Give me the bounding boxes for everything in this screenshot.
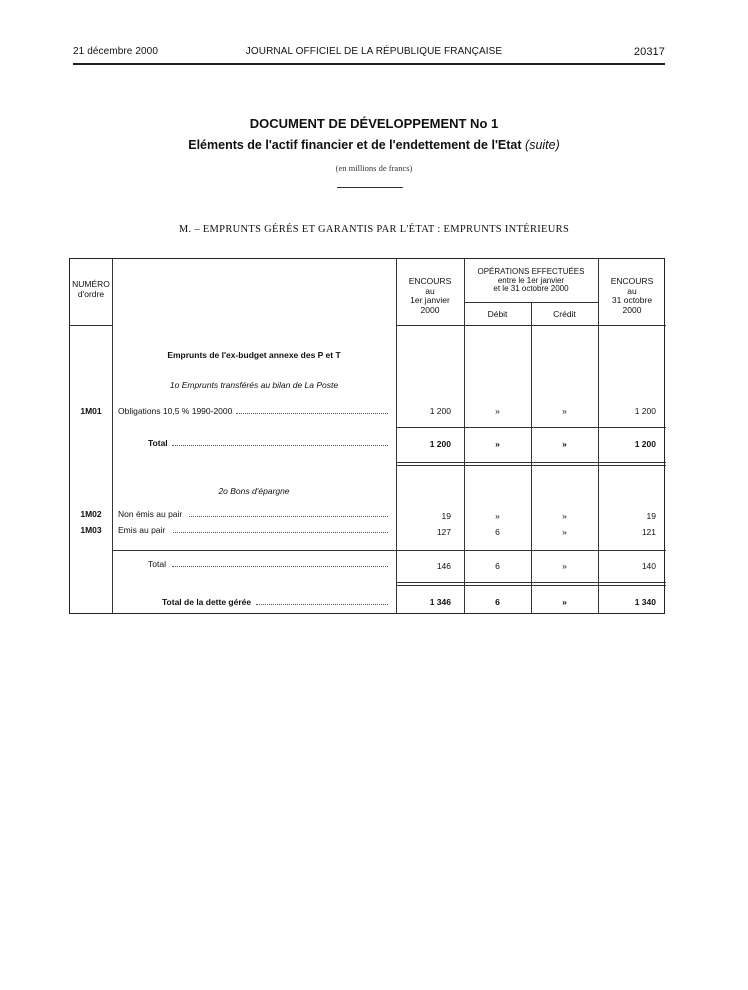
header-numero [70,279,112,299]
row-id: 1M01 [80,406,102,416]
document-title: DOCUMENT DE DÉVELOPPEMENT No 1 [249,116,499,131]
header-date: 21 décembre 2000 [73,46,158,57]
header-rule-left [70,325,112,326]
header-line: entre le 1er janvier [497,275,565,285]
row-rule [112,550,666,551]
header-line: OPÉRATIONS EFFECTUÉES [477,267,585,276]
row-id: 1M03 [80,525,102,535]
ops-subheader-rule [464,302,598,303]
row-start: 19 [441,511,451,521]
header-rule [73,63,665,65]
row-end: 140 [641,561,656,571]
row-debit: 6 [495,561,500,571]
document-subtitle [0,138,748,152]
row-start: 127 [436,527,451,537]
row-debit: 6 [495,527,500,537]
header-encours-start [396,277,464,315]
header-credit: Crédit [553,309,576,319]
dot-leader [236,413,388,414]
header-numero-line: NUMÉRO [72,279,110,289]
header-line: 2000 [622,304,642,315]
row-label: Total [148,559,166,569]
header-operations [464,268,598,294]
col-divider [112,259,113,613]
header-encours-end [598,277,666,315]
row-credit: » [562,597,567,607]
document-subtitle-text: Eléments de l'actif financier et de l'endettement de l'Etat [188,138,522,152]
header-line: ENCOURS [408,276,452,286]
header-line: au [425,285,435,296]
row-start: 1 200 [429,439,451,449]
double-rule [396,582,666,586]
row-end: 1 200 [634,439,656,449]
title-separator [337,187,403,188]
row-debit: » [495,511,500,521]
row-start: 1 346 [429,597,451,607]
header-journal-title: JOURNAL OFFICIEL DE LA RÉPUBLIQUE FRANÇAISE [245,46,503,57]
double-rule [396,462,666,466]
row-rule [396,427,666,428]
row-id: 1M02 [80,509,102,519]
row-end: 1 340 [634,597,656,607]
header-numero-line: d'ordre [77,289,105,299]
dot-leader [173,532,388,533]
section-heading: M. – EMPRUNTS GÉRÉS ET GARANTIS PAR L'ÉTAT : EMPRUNTS INTÉRIEURS [178,224,570,235]
row-label: Obligations 10,5 % 1990-2000 [118,406,233,416]
row-credit: » [562,511,567,521]
row-end: 1 200 [634,406,656,416]
row-start: 1 200 [429,406,451,416]
dot-leader [172,566,388,567]
section2-title: 2o Bons d'épargne [218,486,290,496]
row-credit: » [562,561,567,571]
header-debit: Débit [487,309,508,319]
row-start: 146 [436,561,451,571]
header-line: 2000 [420,304,440,315]
header-line: ENCOURS [610,276,654,286]
header-rule-right [396,325,666,326]
section1-title: 1o Emprunts transférés au bilan de La Poste [169,380,339,390]
document-unit: (en millions de francs) [335,163,413,173]
row-debit: 6 [495,597,500,607]
row-end: 19 [646,511,656,521]
group-title: Emprunts de l'ex-budget annexe des P et T [167,350,341,360]
row-debit: » [495,439,500,449]
row-credit: » [562,527,567,537]
dot-leader [189,516,388,517]
row-label: Total de la dette gérée [162,597,252,607]
row-credit: » [562,439,567,449]
debt-table [69,258,665,614]
row-end: 121 [641,527,656,537]
header-line: au [627,285,637,296]
header-page-number: 20317 [633,46,665,58]
dot-leader [256,604,388,605]
header-line: 1er janvier [410,295,450,305]
row-label: Emis au pair [118,525,166,535]
document-subtitle-suffix: (suite) [525,138,560,152]
header-line: 31 octobre [611,295,653,305]
dot-leader [172,445,388,446]
row-label: Non émis au pair [118,509,183,519]
header-line: et le 31 octobre 2000 [493,284,569,293]
row-credit: » [562,406,567,416]
row-debit: » [495,406,500,416]
row-label: Total [148,438,168,448]
